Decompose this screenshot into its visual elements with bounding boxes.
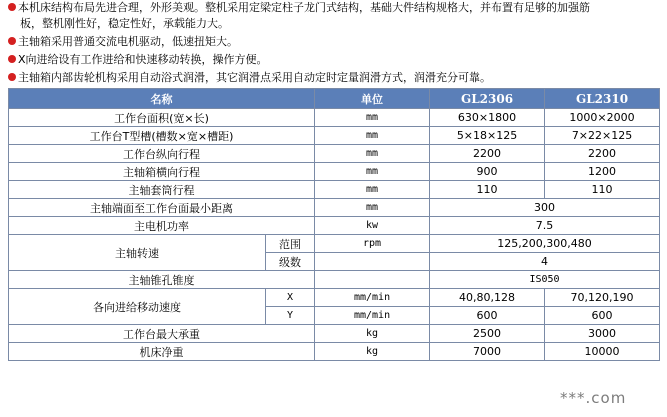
feature-item: X向进给设有工作进给和快速移动转换，操作方便。 <box>8 53 268 67</box>
bullet-dot-icon <box>8 73 16 81</box>
row-name: 主轴箱横向行程 <box>9 163 315 181</box>
row-unit: mm <box>315 181 430 199</box>
cell-value: 7.5 <box>430 217 660 235</box>
row-unit <box>315 253 430 271</box>
row-name: 主轴锥孔锥度 <box>9 271 315 289</box>
table-row <box>9 109 660 127</box>
cell-value: 1000×2000 <box>545 109 660 127</box>
row-unit: kg <box>315 325 430 343</box>
cell-value: 300 <box>430 199 660 217</box>
cell-value: 900 <box>430 163 545 181</box>
table-header-row <box>9 89 660 109</box>
cell-value: 2200 <box>545 145 660 163</box>
feature-item: 本机床结构布局先进合理，外形美观。整机采用定梁定柱子龙门式结构，基础大件结构规格大，并布置有足够的加强筋 <box>8 1 590 15</box>
cell-value: 2500 <box>430 325 545 343</box>
header-name: 名称 <box>9 89 315 109</box>
feature-item-continuation: 板，整机刚性好，稳定性好，承载能力大。 <box>20 17 229 30</box>
feature-list <box>0 0 667 87</box>
row-unit: mm <box>315 145 430 163</box>
spec-table <box>8 88 660 361</box>
row-name: 工作台最大承重 <box>9 325 315 343</box>
cell-value: 10000 <box>545 343 660 361</box>
row-name: 主轴转速 <box>9 235 266 271</box>
sub-label: Y <box>266 307 315 325</box>
row-unit: kg <box>315 343 430 361</box>
row-unit <box>315 271 430 289</box>
header-unit: 单位 <box>315 89 430 109</box>
table-row <box>9 343 660 361</box>
header-model-2: GL2310 <box>545 89 660 109</box>
table-row <box>9 289 660 307</box>
row-name: 主轴套筒行程 <box>9 181 315 199</box>
row-name: 工作台纵向行程 <box>9 145 315 163</box>
table-row <box>9 127 660 145</box>
row-unit: mm/min <box>315 307 430 325</box>
table-row <box>9 271 660 289</box>
row-unit: mm <box>315 109 430 127</box>
sub-label: X <box>266 289 315 307</box>
header-model-1: GL2306 <box>430 89 545 109</box>
row-name: 主轴端面至工作台面最小距离 <box>9 199 315 217</box>
cell-value: 5×18×125 <box>430 127 545 145</box>
row-name: 主电机功率 <box>9 217 315 235</box>
cell-value: 110 <box>430 181 545 199</box>
sub-label: 级数 <box>266 253 315 271</box>
feature-item: 主轴箱采用普通交流电机驱动，低速扭矩大。 <box>8 35 238 49</box>
cell-value: 7000 <box>430 343 545 361</box>
row-unit: rpm <box>315 235 430 253</box>
cell-value: 600 <box>545 307 660 325</box>
cell-value: 4 <box>430 253 660 271</box>
row-unit: mm <box>315 163 430 181</box>
sub-label: 范围 <box>266 235 315 253</box>
cell-value: 7×22×125 <box>545 127 660 145</box>
table-row <box>9 217 660 235</box>
bullet-dot-icon <box>8 55 16 63</box>
bullet-dot-icon <box>8 3 16 11</box>
table-row <box>9 163 660 181</box>
cell-value: 125,200,300,480 <box>430 235 660 253</box>
table-row <box>9 325 660 343</box>
cell-value: 630×1800 <box>430 109 545 127</box>
cell-value: 110 <box>545 181 660 199</box>
row-name: 各向进给移动速度 <box>9 289 266 325</box>
cell-value: 70,120,190 <box>545 289 660 307</box>
row-name: 机床净重 <box>9 343 315 361</box>
table-row <box>9 145 660 163</box>
cell-value: 3000 <box>545 325 660 343</box>
row-unit: kw <box>315 217 430 235</box>
row-unit: mm/min <box>315 289 430 307</box>
table-row <box>9 181 660 199</box>
cell-value: 600 <box>430 307 545 325</box>
bullet-dot-icon <box>8 37 16 45</box>
row-name: 工作台T型槽(槽数×宽×槽距) <box>9 127 315 145</box>
cell-value: IS050 <box>430 271 660 289</box>
cell-value: 2200 <box>430 145 545 163</box>
table-row <box>9 235 660 253</box>
row-unit: mm <box>315 199 430 217</box>
cell-value: 1200 <box>545 163 660 181</box>
row-name: 工作台面积(宽×长) <box>9 109 315 127</box>
cell-value: 40,80,128 <box>430 289 545 307</box>
table-row <box>9 199 660 217</box>
feature-item: 主轴箱内部齿轮机构采用自动浴式润滑，其它润滑点采用自动定时定量润滑方式，润滑充分可靠。 <box>8 71 491 85</box>
row-unit: mm <box>315 127 430 145</box>
watermark: ***.com <box>560 389 627 407</box>
